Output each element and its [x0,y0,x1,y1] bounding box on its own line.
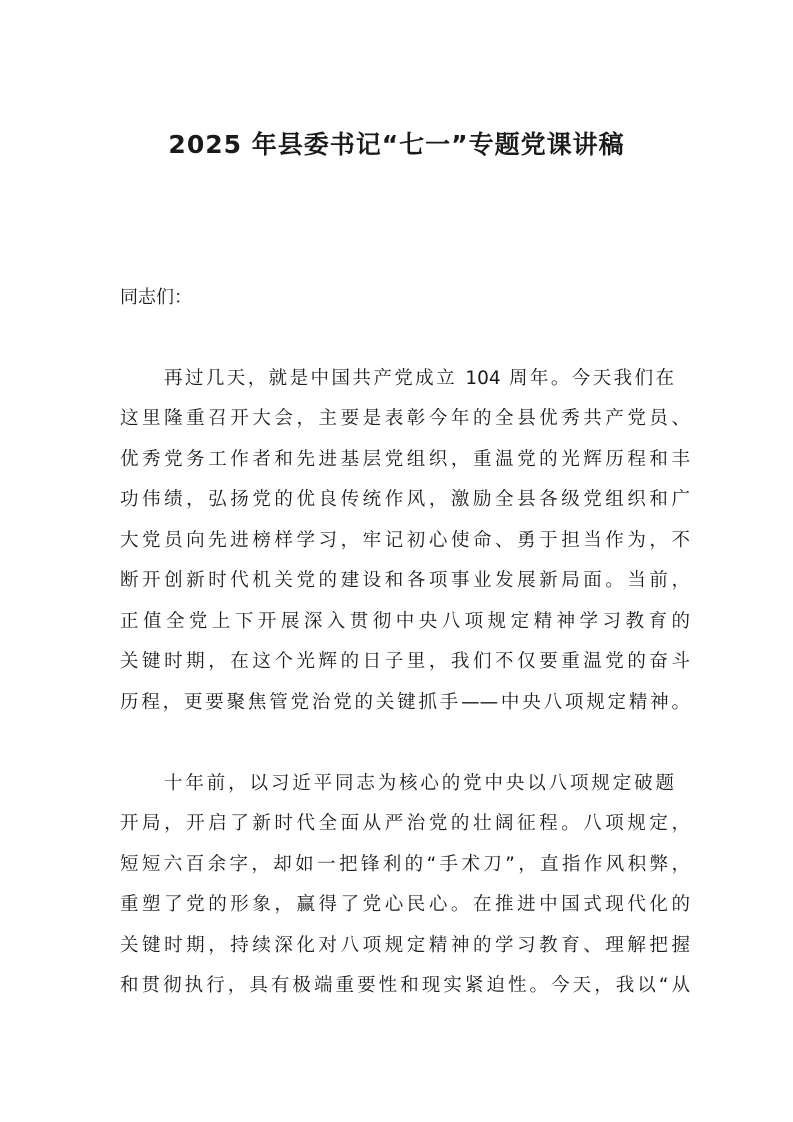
paragraph-line: 正值全党上下开展深入贯彻中央八项规定精神学习教育的 [120,611,690,632]
paragraph-line: 重塑了党的形象，赢得了党心民心。在推进中国式现代化的 [120,894,690,915]
greeting-text: 同志们： [120,287,192,308]
paragraph-line: 关键时期，在这个光辉的日子里，我们不仅要重温党的奋斗 [120,651,690,672]
paragraph-line: 这里隆重召开大会，主要是表彰今年的全县优秀共产党员、 [120,408,690,429]
document-title: 2025 年县委书记“七一”专题党课讲稿 [168,130,625,159]
paragraph-line: 短短六百余字，却如一把锋利的“手术刀”，直指作风积弊， [120,854,690,875]
paragraph-line: 开局，开启了新时代全面从严治党的壮阔征程。八项规定， [120,813,690,834]
paragraph-line: 大党员向先进榜样学习，牢记初心使命、勇于担当作为，不 [120,530,690,551]
paragraph-line: 断开创新时代机关党的建设和各项事业发展新局面。当前， [120,570,690,591]
paragraph-line: 关键时期，持续深化对八项规定精神的学习教育、理解把握 [120,935,690,956]
paragraph-line: 优秀党务工作者和先进基层党组织，重温党的光辉历程和丰 [120,449,690,470]
paragraph-line: 再过几天，就是中国共产党成立 104 周年。今天我们在 [164,368,674,389]
paragraph-line: 十年前，以习近平同志为核心的党中央以八项规定破题 [164,773,674,794]
paragraph-line: 功伟绩，弘扬党的优良传统作风，激励全县各级党组织和广 [120,489,690,510]
paragraph-line: 和贯彻执行，具有极端重要性和现实紧迫性。今天，我以“从 [120,975,690,996]
paragraph-line: 历程，更要聚焦管党治党的关键抓手——中央八项规定精神。 [120,692,690,713]
